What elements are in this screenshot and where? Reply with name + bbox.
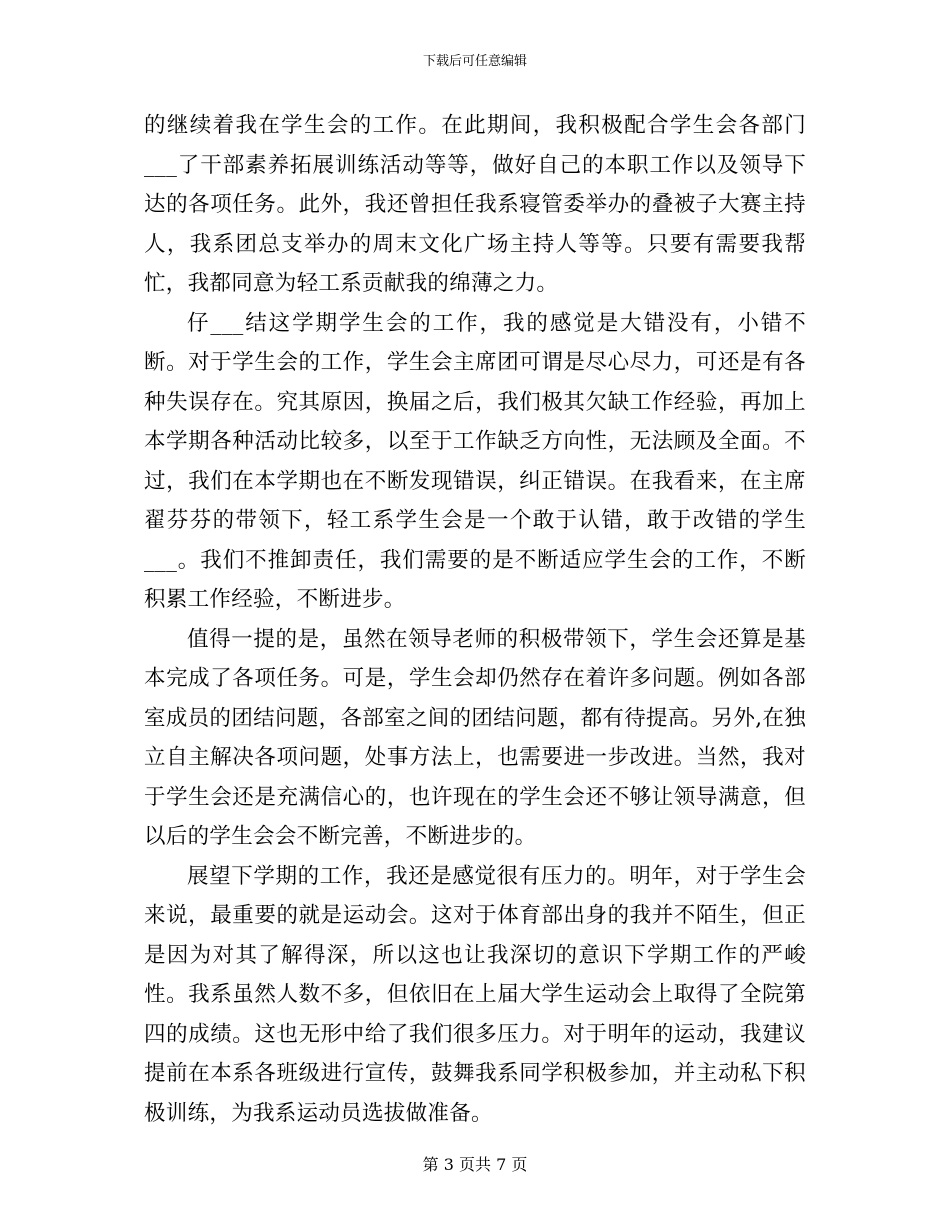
- paragraph-outlook: 展望下学期的工作，我还是感觉很有压力的。明年，对于学生会来说，最重要的就是运动会。这对于体育部出身的我并不陌生，但正是因为对其了解得深，所以这也让我深切的意识下学期工作的严峻性。我系虽然人数不多，但依旧在上届大学生运动会上取得了全院第四的成绩。这也无形中给了我们很多压力。对于明年的运动，我建议提前在本系各班级进行宣传，鼓舞我系同学积极参加，并主动私下积极训练，为我系运动员选拔做准备。: [144, 863, 806, 1126]
- page-number-footer: 第 3 页共 7 页: [422, 1155, 528, 1174]
- paragraph-problems: 值得一提的是，虽然在领导老师的积极带领下，学生会还算是基本完成了各项任务。可是，学生会却仍然存在着许多问题。例如各部室成员的团结问题，各部室之间的团结问题，都有待提高。另外,在独立自主解决各项问题，处事方法上，也需要进一步改进。当然，我对于学生会还是充满信心的，也许现在的学生会还不够让领导满意，但以后的学生会会不断完善，不断进步的。: [144, 626, 806, 849]
- document-body: [144, 106, 806, 1133]
- page-header: 下载后可任意编辑: [422, 54, 527, 69]
- paragraph-summary: 仔___结这学期学生会的工作，我的感觉是大错没有，小错不断。对于学生会的工作，学生会主席团可谓是尽心尽力，可还是有各种失误存在。究其原因，换届之后，我们极其欠缺工作经验，再加上本学期各种活动比较多，以至于工作缺乏方向性，无法顾及全面。不过，我们在本学期也在不断发现错误，纠正错误。在我看来，在主席翟芬芬的带领下，轻工系学生会是一个敢于认错，敢于改错的学生___。我们不推卸责任，我们需要的是不断适应学生会的工作，不断积累工作经验，不断进步。: [144, 310, 806, 612]
- paragraph-continuation: 的继续着我在学生会的工作。在此期间，我积极配合学生会各部门___了干部素养拓展训练活动等等，做好自己的本职工作以及领导下达的各项任务。此外，我还曾担任我系寝管委举办的叠被子大赛主持人，我系团总支举办的周末文化广场主持人等等。只要有需要我帮忙，我都同意为轻工系贡献我的绵薄之力。: [144, 113, 806, 296]
